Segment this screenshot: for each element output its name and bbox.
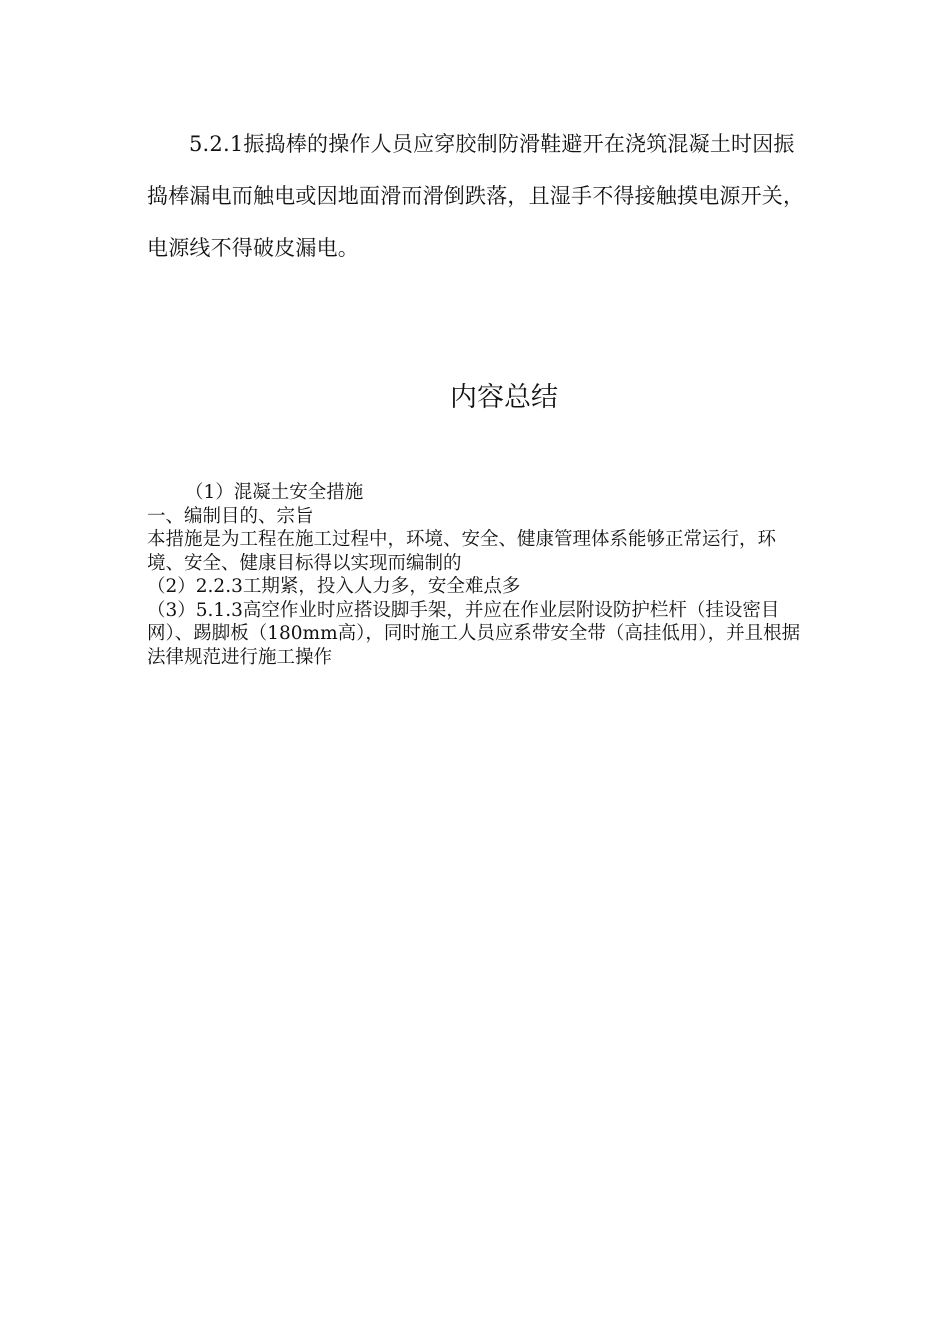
main-paragraph: 5.2.1振捣棒的操作人员应穿胶制防滑鞋避开在浇筑混凝土时因振捣棒漏电而触电或因地面滑而滑倒跌落，且湿手不得接触摸电源开关，电源线不得破皮漏电。 xyxy=(147,132,805,260)
summary-line-1: （1）混凝土安全措施 xyxy=(185,482,364,503)
summary-line-5: （3）5.1.3高空作业时应搭设脚手架，并应在作业层附设防护栏杆（挂设密目网）、踢脚板（180mm高），同时施工人员应系带安全带（高挂低用），并且根据法律规范进行施工操作 xyxy=(147,599,801,668)
summary-title: 内容总结 xyxy=(450,382,558,413)
summary-line-2: 一、编制目的、宗旨 xyxy=(147,505,314,527)
summary-section xyxy=(147,481,807,669)
summary-line-4: （2）2.2.3工期紧，投入人力多，安全难点多 xyxy=(147,576,521,597)
summary-line-3: 本措施是为工程在施工过程中，环境、安全、健康管理体系能够正常运行，环境、安全、健康目标得以实现而编制的 xyxy=(147,529,777,574)
